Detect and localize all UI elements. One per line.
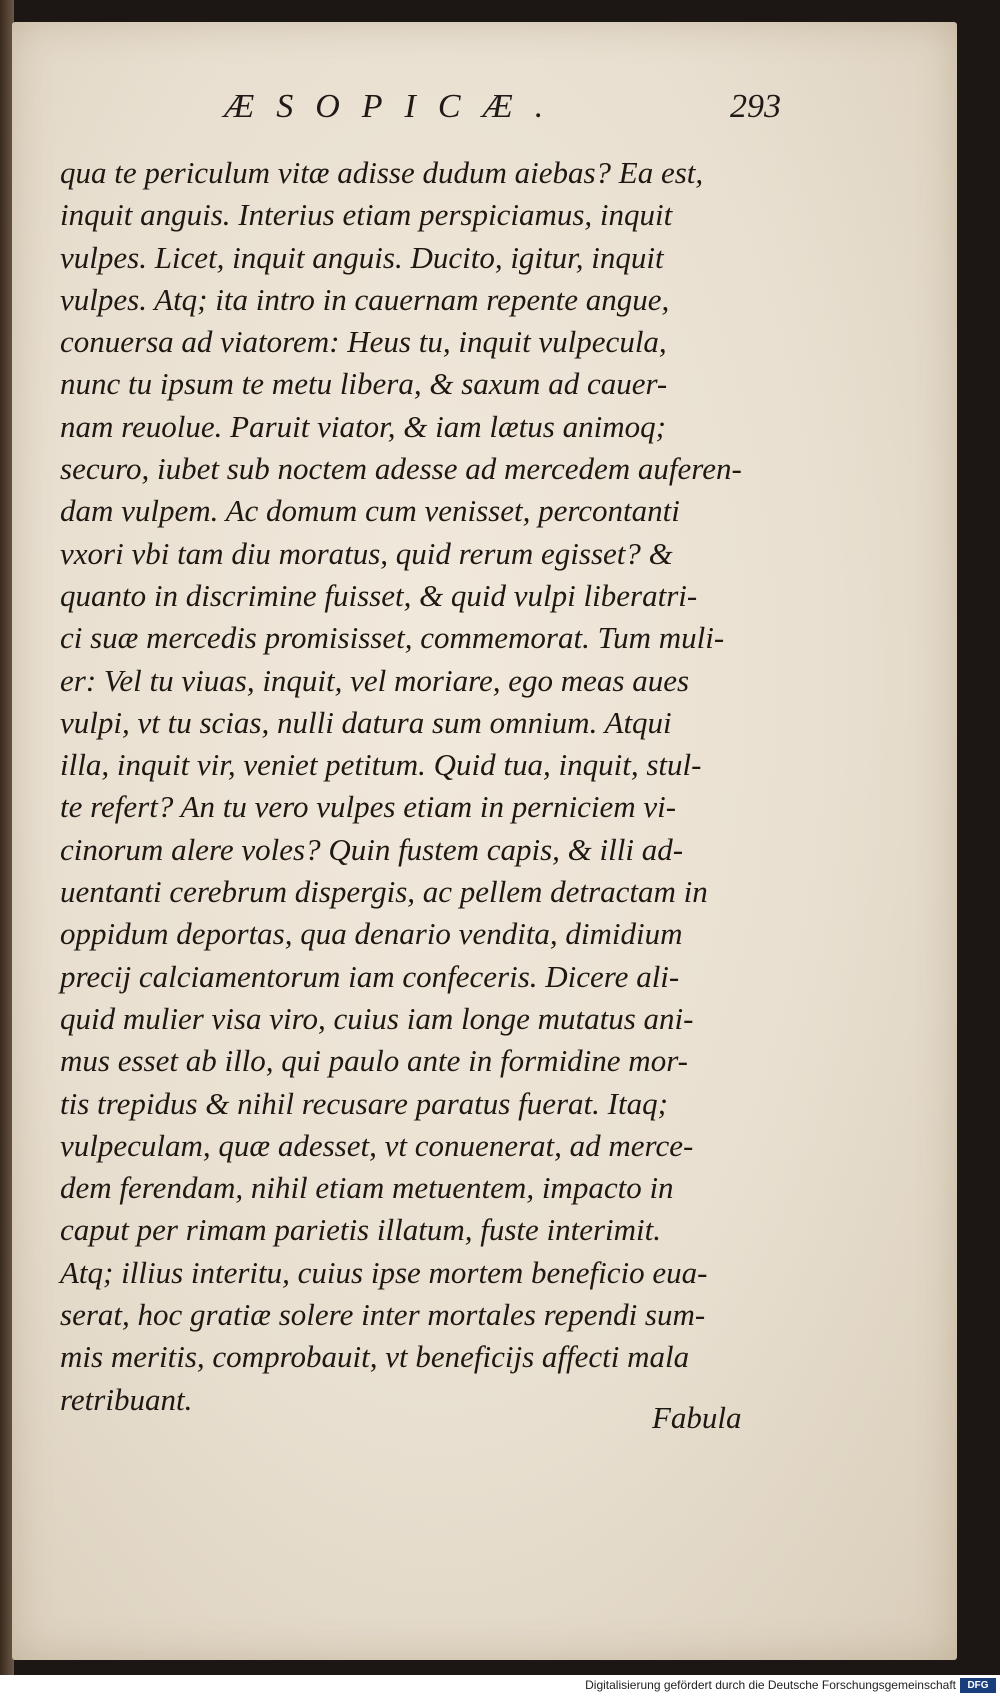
page-number: 293: [730, 88, 781, 125]
text-line: oppidum deportas, qua denario vendita, dimidium: [60, 916, 683, 952]
text-line: illa, inquit vir, veniet petitum. Quid tua, inquit, stul-: [60, 747, 702, 783]
text-line: uentanti cerebrum dispergis, ac pellem detractam in: [60, 874, 708, 910]
text-line: vulpes. Atq; ita intro in cauernam repente angue,: [60, 281, 670, 317]
text-line: precij calciamentorum iam confeceris. Dicere ali-: [60, 958, 680, 994]
text-line: vxori vbi tam diu moratus, quid rerum egisset? &: [60, 535, 673, 571]
text-line: securo, iubet sub noctem adesse ad mercedem auferen-: [60, 451, 742, 487]
text-line: qua te periculum vitæ adisse dudum aiebas? Ea est,: [60, 155, 704, 190]
running-title: ÆSOPICÆ.: [224, 88, 566, 125]
text-line: vulpi, vt tu scias, nulli datura sum omnium. Atqui: [60, 704, 672, 740]
text-line: caput per rimam parietis illatum, fuste interimit.: [60, 1212, 662, 1248]
text-line: quid mulier visa viro, cuius iam longe mutatus ani-: [60, 1000, 694, 1036]
text-line: ci suæ mercedis promisisset, commemorat. Tum muli-: [60, 620, 725, 656]
running-head: [12, 88, 957, 148]
text-line: te refert? An tu vero vulpes etiam in perniciem vi-: [60, 789, 677, 825]
text-line: quanto in discrimine fuisset, & quid vulpi liberatri-: [60, 577, 698, 613]
text-line: cinorum alere voles? Quin fustem capis, & illi ad-: [60, 831, 684, 867]
text-line: serat, hoc gratiæ solere inter mortales rependi sum-: [60, 1297, 706, 1333]
text-line: tis trepidus & nihil recusare paratus fuerat. Itaq;: [60, 1085, 668, 1121]
text-line: Atq; illius interitu, cuius ipse mortem beneficio eua-: [60, 1254, 708, 1290]
text-line: mis meritis, comprobauit, vt beneficijs affecti mala: [60, 1339, 690, 1375]
text-line: inquit anguis. Interius etiam perspiciamus, inquit: [60, 197, 673, 233]
text-line: mus esset ab illo, qui paulo ante in formidine mor-: [60, 1043, 688, 1079]
catchword: Fabula: [652, 1400, 742, 1435]
text-line: vulpeculam, quæ adesset, vt conuenerat, ad merce-: [60, 1127, 694, 1163]
text-line: retribuant.: [60, 1381, 193, 1417]
footer-bar: [0, 1675, 1000, 1697]
text-line: nam reuolue. Paruit viator, & iam lætus animoq;: [60, 408, 666, 444]
body-text: [60, 152, 800, 1421]
text-line: dam vulpem. Ac domum cum venisset, percontanti: [60, 493, 680, 529]
text-line: conuersa ad viatorem: Heus tu, inquit vulpecula,: [60, 324, 667, 360]
book-page: [12, 22, 957, 1660]
text-line: nunc tu ipsum te metu libera, & saxum ad cauer-: [60, 366, 668, 402]
text-line: er: Vel tu viuas, inquit, vel moriare, ego meas aues: [60, 662, 690, 698]
dfg-logo-icon: DFG: [960, 1678, 996, 1693]
funding-credit: Digitalisierung gefördert durch die Deutsche Forschungsgemeinschaft: [585, 1678, 956, 1692]
text-line: vulpes. Licet, inquit anguis. Ducito, igitur, inquit: [60, 239, 664, 275]
text-line: dem ferendam, nihil etiam metuentem, impacto in: [60, 1170, 674, 1206]
